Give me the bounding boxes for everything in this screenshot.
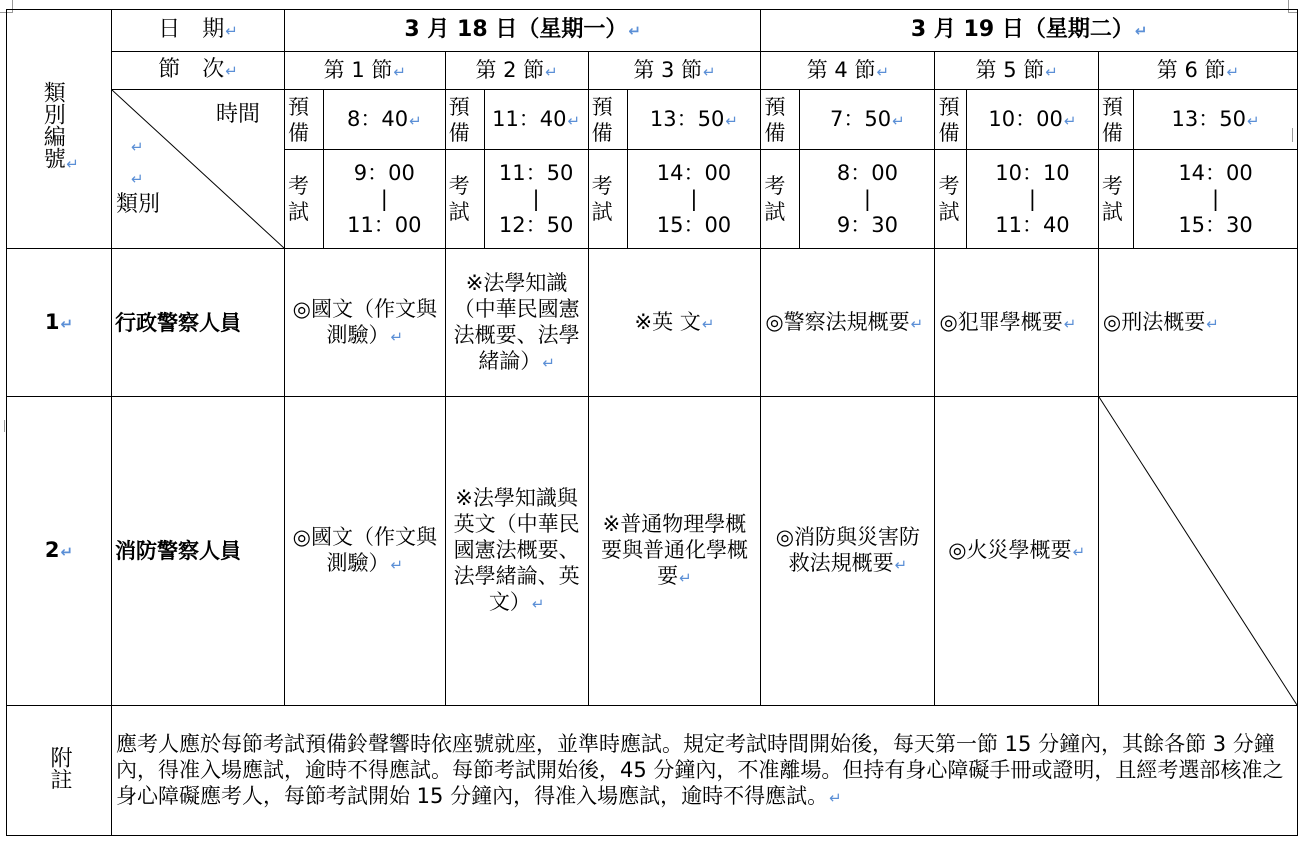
period-header-6: 第 6 節↵ xyxy=(1098,52,1297,90)
exam-label-1: 考試 xyxy=(285,150,324,249)
prep-time-3: 13：50↵ xyxy=(627,90,761,150)
row-number: 2↵ xyxy=(7,397,112,706)
exam-schedule-table xyxy=(6,9,1298,836)
category-code-label: 類別編號 xyxy=(40,81,66,169)
prep-label-6: 預備 xyxy=(1098,90,1133,150)
exam-time-3: 14：00 | 15：00 xyxy=(627,150,761,249)
prep-time-1: 8：40↵ xyxy=(323,90,445,150)
margin-mark-left xyxy=(0,420,5,432)
table-row xyxy=(7,249,1298,397)
exam-time-1: 9：00 | 11：00 xyxy=(323,150,445,249)
category-label: 類別 xyxy=(116,192,161,217)
subject-cell: ◎警察法規概要↵ xyxy=(761,249,935,397)
exam-label-5: 考試 xyxy=(935,150,967,249)
period-3-name: 第 3 節 xyxy=(633,57,703,82)
subject-cell: ◎國文（作文與測驗）↵ xyxy=(285,249,446,397)
prep-label-2: 預備 xyxy=(445,90,484,150)
prep-time-6: 13：50↵ xyxy=(1134,90,1298,150)
day-header-1: 3 月 18 日（星期一）↵ xyxy=(285,10,761,52)
prep-label-4: 預備 xyxy=(761,90,800,150)
period-header-4: 第 4 節↵ xyxy=(761,52,935,90)
empty-diagonal-cell xyxy=(1098,397,1297,706)
paragraph-mark: ↵ xyxy=(131,138,144,156)
subject-cell: ※法學知識（中華民國憲法概要、法學緒論）↵ xyxy=(445,249,588,397)
prep-label-1: 預備 xyxy=(285,90,324,150)
exam-time-4: 8：00 | 9：30 xyxy=(800,150,935,249)
subject-cell: ◎刑法概要↵ xyxy=(1098,249,1297,397)
date-label-cell: 日 期↵ xyxy=(112,10,285,52)
exam-label-6: 考試 xyxy=(1098,150,1133,249)
diagonal-line xyxy=(1099,397,1297,705)
subject-cell: ※普通物理學概要與普通化學概要↵ xyxy=(588,397,761,706)
day-header-2: 3 月 19 日（星期二）↵ xyxy=(761,10,1298,52)
paragraph-mark: ↵ xyxy=(131,170,144,188)
prep-label-3: 預備 xyxy=(588,90,627,150)
prep-time-5: 10：00↵ xyxy=(966,90,1098,150)
category-name: 消防警察人員 xyxy=(112,397,285,706)
period-5-name: 第 5 節 xyxy=(975,57,1045,82)
row-number: 1↵ xyxy=(7,249,112,397)
exam-label-4: 考試 xyxy=(761,150,800,249)
subject-cell: ※英 文↵ xyxy=(588,249,761,397)
time-label: 時間 xyxy=(216,102,261,127)
period-header-3: 第 3 節↵ xyxy=(588,52,761,90)
subject-cell: ◎火災學概要↵ xyxy=(935,397,1098,706)
note-label-cell xyxy=(7,706,112,836)
category-code-header: 類別編號↵ xyxy=(7,10,112,249)
exam-time-5: 10：10 | 11：40 xyxy=(966,150,1098,249)
day-2-label: 3 月 19 日（星期二） xyxy=(910,17,1134,42)
period-1-name: 第 1 節 xyxy=(323,57,393,82)
subject-cell: ◎國文（作文與測驗）↵ xyxy=(285,397,446,706)
period-4-name: 第 4 節 xyxy=(806,57,876,82)
note-text: 應考人應於每節考試預備鈴聲響時依座號就座，並準時應試。規定考試時間開始後，每天第一節 15 分鐘內，其餘各節 3 分鐘內，得准入場應試，逾時不得應試。每節考試開始後，45 分鐘內，不准離場。但持有身心障礙手冊或證明，且經考選部核准之身心障礙應考人，每節考試開始 15 分鐘內，得准入場應試，逾時不得應試。 xyxy=(116,731,1284,808)
exam-label-3: 考試 xyxy=(588,150,627,249)
period-header-5: 第 5 節↵ xyxy=(935,52,1098,90)
period-header-1: 第 1 節↵ xyxy=(285,52,446,90)
period-header-2: 第 2 節↵ xyxy=(445,52,588,90)
day-1-label: 3 月 18 日（星期一） xyxy=(404,17,628,42)
period-2-name: 第 2 節 xyxy=(475,57,545,82)
prep-time-4: 7：50↵ xyxy=(800,90,935,150)
exam-time-2: 11：50 | 12：50 xyxy=(484,150,588,249)
exam-label-2: 考試 xyxy=(445,150,484,249)
subject-cell: ◎消防與災害防救法規概要↵ xyxy=(761,397,935,706)
exam-time-6: 14：00 | 15：30 xyxy=(1134,150,1298,249)
note-text-cell: 應考人應於每節考試預備鈴聲響時依座號就座，並準時應試。規定考試時間開始後，每天第一節 15 分鐘內，其餘各節 3 分鐘內，得准入場應試，逾時不得應試。每節考試開始後，45 分鐘內，不准離場。但持有身心障礙手冊或證明，且經考選部核准之身心障礙應考人，每節考試開始 15 分鐘內，得准入場應試，逾時不得應試。↵ xyxy=(112,706,1298,836)
table-row xyxy=(7,397,1298,706)
subject-cell: ◎犯罪學概要↵ xyxy=(935,249,1098,397)
prep-time-2: 11：40↵ xyxy=(484,90,588,150)
period-label-cell: 節 次↵ xyxy=(112,52,285,90)
time-category-diagonal-cell xyxy=(112,90,285,249)
category-name: 行政警察人員 xyxy=(112,249,285,397)
period-label: 節 次 xyxy=(158,57,225,82)
prep-label-5: 預備 xyxy=(935,90,967,150)
date-label: 日 期 xyxy=(158,17,225,42)
subject-cell: ※法學知識與英文（中華民國憲法概要、法學緒論、英文）↵ xyxy=(445,397,588,706)
period-6-name: 第 6 節 xyxy=(1156,57,1226,82)
note-label: 附註 xyxy=(47,745,72,790)
